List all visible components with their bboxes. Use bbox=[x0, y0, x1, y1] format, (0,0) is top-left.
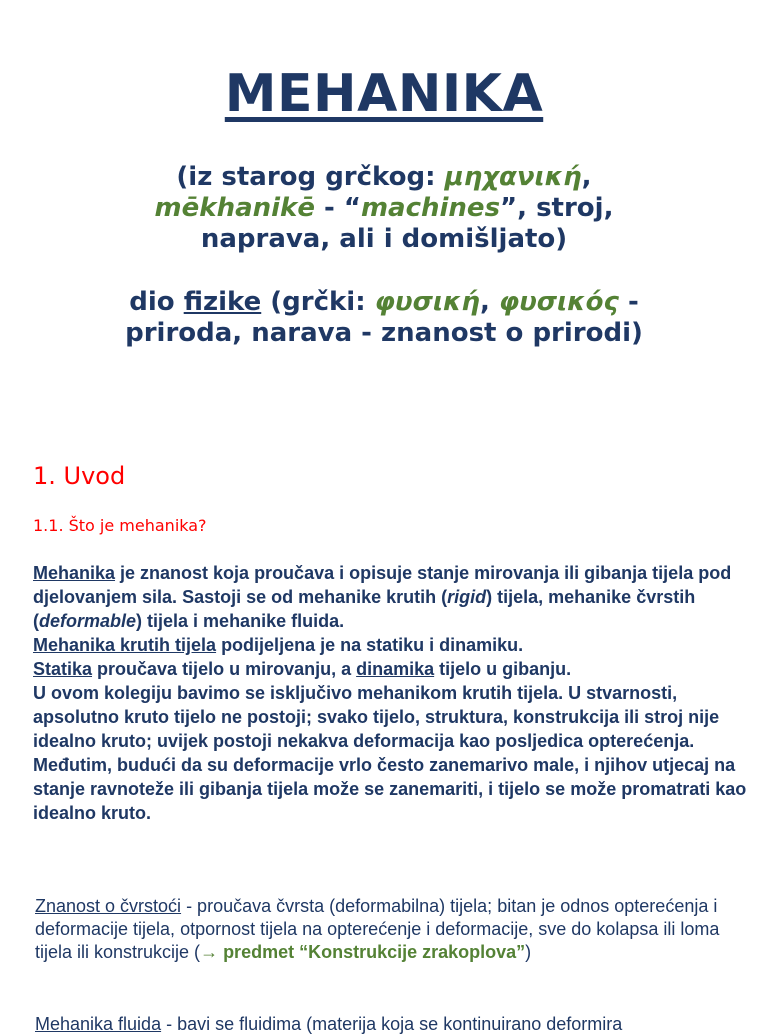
rigid-term: rigid bbox=[447, 587, 487, 607]
main-text-3a: proučava tijelo u mirovanju, a bbox=[92, 659, 357, 679]
greek-mechanike: μηχανική bbox=[444, 162, 582, 192]
etymology-rest: ”, stroj, bbox=[500, 193, 614, 223]
physics-dash: - bbox=[618, 287, 639, 317]
physics-pre: dio bbox=[129, 287, 184, 317]
main-text-1a: je znanost koja proučava i opisuje stanje mirovanja ili gibanja tijela pod djelovanjem sila. Sastoji se od mehanike krutih ( bbox=[33, 563, 732, 607]
cvrstoca-paragraph bbox=[35, 895, 735, 964]
physics-mid: (grčki: bbox=[261, 287, 375, 317]
etymology-line3: naprava, ali i domišljato) bbox=[200, 224, 568, 254]
greek-physike: φυσική bbox=[374, 287, 480, 317]
main-text-4: U ovom kolegiju bavimo se isključivo mehanikom krutih tijela. U stvarnosti, apsolutno kruto tijelo ne postoji; svako tijelo, struktura, konstrukcija ili stroj nije idealno kruto; uvijek postoji nekakva deformacija kao posljedica opterećenja. bbox=[33, 683, 720, 751]
main-text-1b: ) tijela, mehanike čvrstih ( bbox=[33, 587, 696, 631]
mehanika-fluida-link[interactable]: Mehanika fluida bbox=[35, 1014, 162, 1034]
znanost-o-cvrstoci-link[interactable]: Znanost o čvrstoći bbox=[35, 896, 182, 916]
physics-block bbox=[0, 287, 768, 349]
etymology-dash: - “ bbox=[314, 193, 361, 223]
physics-comma: , bbox=[479, 287, 499, 317]
word-machines: machines bbox=[360, 193, 501, 223]
deformable-term: deformable bbox=[39, 611, 137, 631]
greek-physikos: φυσικός bbox=[498, 287, 619, 317]
statika-link[interactable]: Statika bbox=[33, 659, 93, 679]
main-text-1c: ) tijela i mehanike fluida. bbox=[136, 611, 345, 631]
etymology-comma: , bbox=[581, 162, 592, 192]
fluida-paragraph bbox=[35, 1012, 735, 1036]
cvrstoca-text: - proučava čvrsta (deformabilna) tijela; bitan je odnos opterećenja i deformacije tijela, otpornost tijela na opterećenje i deformacije, sve do kolapsa ili loma tijela ili konstrukcije ( bbox=[35, 896, 720, 962]
predmet-reference: → predmet “Konstrukcije zrakoplova” bbox=[200, 942, 526, 962]
main-text-2: podijeljena je na statiku i dinamiku. bbox=[216, 635, 524, 655]
mehanika-link[interactable]: Mehanika bbox=[33, 563, 116, 583]
etymology-block bbox=[0, 162, 768, 255]
main-paragraph bbox=[33, 561, 753, 825]
cvrstoca-close: ) bbox=[525, 942, 532, 962]
physics-line2: priroda, narava - znanost o prirodi) bbox=[125, 318, 643, 348]
main-text-3b: tijelo u gibanju. bbox=[434, 659, 572, 679]
dinamika-link[interactable]: dinamika bbox=[356, 659, 435, 679]
subsection-heading: 1.1. Što je mehanika? bbox=[33, 516, 207, 535]
translit-mekhanike: mēkhanikē bbox=[154, 193, 315, 223]
etymology-open: (iz starog grčkog: bbox=[176, 162, 445, 192]
fizike-link[interactable]: fizike bbox=[183, 287, 262, 317]
mehanika-krutih-tijela-link[interactable]: Mehanika krutih tijela bbox=[33, 635, 217, 655]
main-text-5: Međutim, budući da su deformacije vrlo često zanemarivo male, i njihov utjecaj na stanje ravnoteže ili gibanja tijela može se zanemariti, i tijelo se može promatrati kao idealno kruto. bbox=[33, 755, 747, 823]
section-heading: 1. Uvod bbox=[33, 462, 126, 490]
fluida-text: - bavi se fluidima (materija koja se kontinuirano deformira bbox=[161, 1014, 623, 1034]
page-title: MEHANIKA bbox=[224, 64, 544, 124]
